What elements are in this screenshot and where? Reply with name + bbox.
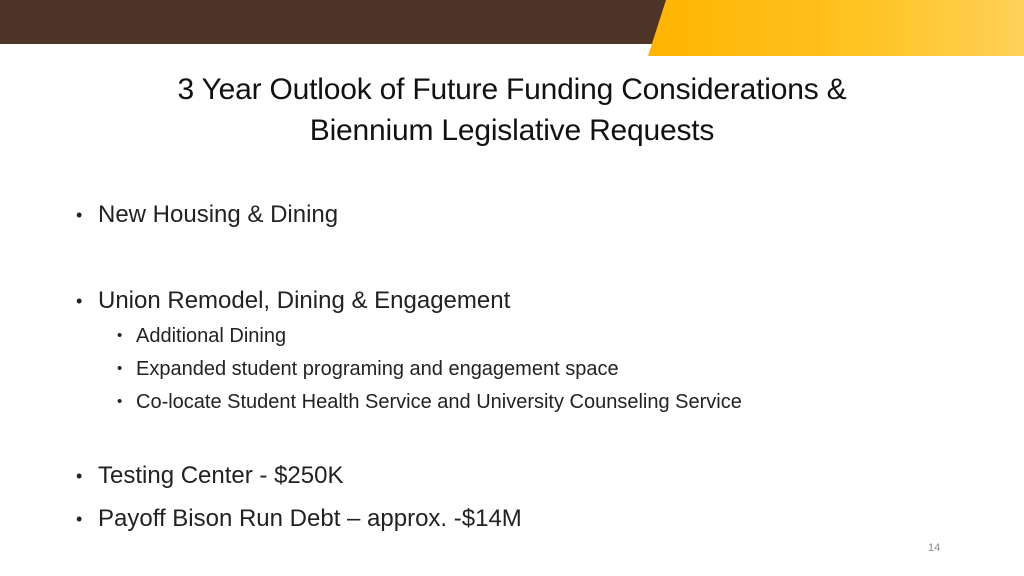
bullet-dot: •	[76, 509, 83, 529]
bullet-dot: •	[76, 205, 83, 225]
page-number: 14	[928, 542, 941, 554]
bullet-text: New Housing & Dining	[98, 201, 339, 228]
sub-bullet-item	[117, 388, 742, 416]
bullet-item	[76, 285, 511, 317]
sub-bullet-text: Expanded student programing and engagement space	[136, 358, 619, 380]
bullet-text: Payoff Bison Run Debt – approx. -$14M	[98, 505, 522, 532]
bullet-item	[76, 460, 344, 492]
bullet-text: Union Remodel, Dining & Engagement	[98, 287, 511, 314]
sub-bullet-item	[117, 355, 619, 383]
sub-bullet-dot: •	[117, 393, 123, 410]
title-line-1: 3 Year Outlook of Future Funding Considerations &	[177, 73, 847, 106]
bullet-item	[76, 503, 522, 535]
bullet-dot: •	[76, 466, 83, 486]
sub-bullet-text: Additional Dining	[136, 325, 287, 347]
sub-bullet-item	[117, 322, 287, 350]
sub-bullet-dot: •	[117, 360, 123, 377]
title-line-2: Biennium Legislative Requests	[309, 114, 715, 147]
sub-bullet-text: Co-locate Student Health Service and University Counseling Service	[136, 391, 742, 413]
bullet-item	[76, 199, 339, 231]
bullet-text: Testing Center - $250K	[98, 462, 344, 489]
bullet-dot: •	[76, 291, 83, 311]
sub-bullet-dot: •	[117, 327, 123, 344]
